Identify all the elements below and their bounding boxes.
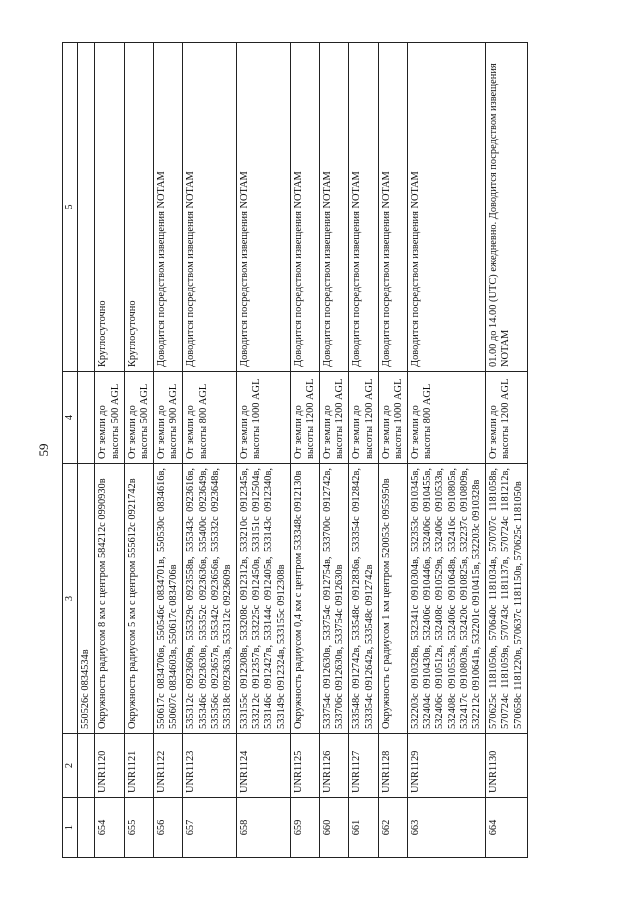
coordinates-cell: Окружность радиусом 5 км с центром 555612с 0921742в [124, 464, 153, 734]
coordinates-cell: 550617с 0834706в, 550546с 0834701в, 550530с 0834616в, 550607с 0834603в, 550617с 0834706в [154, 464, 183, 734]
coordinates-cell: 533548с 0912742в, 533548с 0912836в, 533354с 0912842в, 533354с 0912642в, 533548с 0912742в [349, 464, 378, 734]
row-number-cell: 664 [486, 798, 528, 858]
coordinates-cell: Окружность радиусом 8 км с центром 584212с 0990930в [95, 464, 124, 734]
column-number: 4 [63, 372, 78, 464]
zone-code-cell: UNR1126 [320, 734, 349, 798]
column-number: 3 [63, 464, 78, 734]
row-number-cell: 656 [154, 798, 183, 858]
row-number-cell: 658 [237, 798, 291, 858]
height-limits-cell: От земли до высоты 1000 AGL [237, 372, 291, 464]
activity-notes-cell [78, 43, 95, 372]
coordinates-cell: 533155с 0912308в, 533208с 0912312в, 533210с 0912345в, 533212с 0912357в, 533225с 0912450в, 533151с 0912504в, 533146с 0912427в, 533144с 0912405в, 533143с 0912340в, 533149с 0912324в, 533155с 0912308в [237, 464, 291, 734]
activity-notes-cell: Доводится посредством извещения NOTAM [290, 43, 319, 372]
airspace-table [62, 42, 528, 858]
coordinates-cell: Окружность радиусом 0,4 км с центром 533348с 0912130в [290, 464, 319, 734]
table-row [95, 43, 124, 858]
table-row [290, 43, 319, 858]
coordinates-cell: 535312с 0923609в, 535329с 0923558в, 535343с 0923616в, 535346с 0923630в, 535352с 0923636в, 535400с 0923649в, 535356с 0923657в, 535342с 0923656в, 535332с 0923648в, 535318с 0923633в, 535312с 0923609в [183, 464, 237, 734]
height-limits-cell: От земли до высоты 800 AGL [408, 372, 486, 464]
table-row [78, 43, 95, 858]
row-number-cell [78, 798, 95, 858]
coordinates-cell: 550526с 0834534в [78, 464, 95, 734]
height-limits-cell: От земли до высоты 900 AGL [154, 372, 183, 464]
row-number-cell: 655 [124, 798, 153, 858]
zone-code-cell: UNR1128 [378, 734, 407, 798]
row-number-cell: 660 [320, 798, 349, 858]
table-row [183, 43, 237, 858]
column-number: 2 [63, 734, 78, 798]
activity-notes-cell: Круглосуточно [124, 43, 153, 372]
activity-notes-cell: Доводится посредством извещения NOTAM [154, 43, 183, 372]
row-number-cell: 661 [349, 798, 378, 858]
activity-notes-cell: 01.00 до 14.00 (UTC) ежедневно. Доводится посредством извещения NOTAM [486, 43, 528, 372]
column-number-row [63, 43, 78, 858]
zone-code-cell: UNR1124 [237, 734, 291, 798]
height-limits-cell [78, 372, 95, 464]
column-number: 1 [63, 798, 78, 858]
activity-notes-cell: Доводится посредством извещения NOTAM [183, 43, 237, 372]
activity-notes-cell: Круглосуточно [95, 43, 124, 372]
activity-notes-cell: Доводится посредством извещения NOTAM [378, 43, 407, 372]
height-limits-cell: От земли до высоты 800 AGL [183, 372, 237, 464]
height-limits-cell: От земли до высоты 1200 AGL [486, 372, 528, 464]
height-limits-cell: От земли до высоты 1200 AGL [290, 372, 319, 464]
row-number-cell: 654 [95, 798, 124, 858]
coordinates-cell: 570625с 1181050в, 570640с 1181034в, 570707с 1181058в, 570724с 1181059в, 570743с 1181137в, 570724с 1181212в, 570658с 1181220в, 570637с 1181150в, 570625с 1181050в [486, 464, 528, 734]
row-number-cell: 657 [183, 798, 237, 858]
table-row [124, 43, 153, 858]
zone-code-cell: UNR1121 [124, 734, 153, 798]
height-limits-cell: От земли до высоты 500 AGL [124, 372, 153, 464]
zone-code-cell: UNR1123 [183, 734, 237, 798]
row-number-cell: 659 [290, 798, 319, 858]
page-number: 59 [36, 443, 51, 457]
zone-code-cell: UNR1120 [95, 734, 124, 798]
table-row [154, 43, 183, 858]
table-row [349, 43, 378, 858]
coordinates-cell: Окружность с радиусом 1 км центром 520053с 0955950в [378, 464, 407, 734]
activity-notes-cell: Доводится посредством извещения NOTAM [408, 43, 486, 372]
zone-code-cell: UNR1127 [349, 734, 378, 798]
coordinates-cell: 532203с 0910328в, 532341с 0910304в, 532353с 0910345в, 532404с 0910430в, 532406с 0910446в, 532406с 0910455в, 532406с 0910512в, 532408с 0910529в, 532406с 0910533в, 532408с 0910553в, 532406с 0910648в, 532416с 0910805в, 532417с 0910803в, 532420с 0910825в, 532237с 0910809в, 532212с 0910641в, 532201с 0910415в, 532203с 0910328в [408, 464, 486, 734]
row-number-cell: 662 [378, 798, 407, 858]
activity-notes-cell: Доводится посредством извещения NOTAM [237, 43, 291, 372]
row-number-cell: 663 [408, 798, 486, 858]
height-limits-cell: От земли до высоты 1200 AGL [320, 372, 349, 464]
coordinates-cell: 533754с 0912630в, 533754с 0912754в, 533700с 0912742в, 533706с 0912630в, 533754с 0912630в [320, 464, 349, 734]
table-row [320, 43, 349, 858]
zone-code-cell: UNR1129 [408, 734, 486, 798]
zone-code-cell: UNR1130 [486, 734, 528, 798]
zone-code-cell [78, 734, 95, 798]
table-row [408, 43, 486, 858]
rotated-page-content [62, 43, 602, 858]
height-limits-cell: От земли до высоты 500 AGL [95, 372, 124, 464]
height-limits-cell: От земли до высоты 1000 AGL [378, 372, 407, 464]
table-row [378, 43, 407, 858]
table-row [237, 43, 291, 858]
activity-notes-cell: Доводится посредством извещения NOTAM [349, 43, 378, 372]
zone-code-cell: UNR1125 [290, 734, 319, 798]
height-limits-cell: От земли до высоты 1200 AGL [349, 372, 378, 464]
zone-code-cell: UNR1122 [154, 734, 183, 798]
column-number: 5 [63, 43, 78, 372]
table-row [486, 43, 528, 858]
activity-notes-cell: Доводится посредством извещения NOTAM [320, 43, 349, 372]
